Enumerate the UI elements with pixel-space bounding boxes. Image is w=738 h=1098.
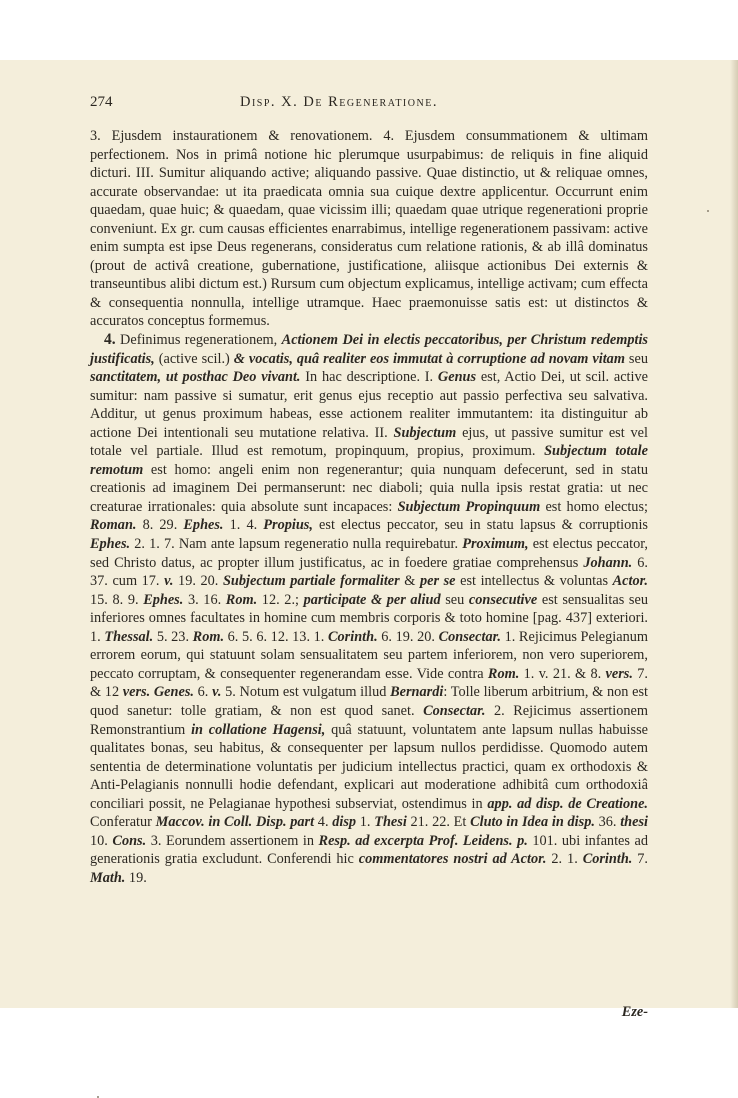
text-run: est homo: angeli enim non regenerantur; quia nunquam defecerunt, sed in statu creationis ad imaginem Dei permanserunt: nec diaboli; quia nulla ipsis restat gratia: ut nec creaturae irrationales: quia absolute sunt incapaces:	[90, 461, 648, 515]
text-run: est homo electus;	[540, 498, 648, 515]
reference-italic: v.	[212, 684, 222, 701]
term-italic: Subjectum	[393, 424, 457, 441]
reference-italic: in collatione Hagensi,	[191, 721, 326, 738]
text-run: In hac descriptione. I.	[300, 369, 438, 386]
text-run: 15. 8. 9.	[90, 591, 144, 608]
reference-italic: Johann.	[583, 554, 633, 571]
text-run: 3. 16.	[183, 591, 226, 608]
text-run: est electus peccator, sed Christo datus, ac propter illum justificatus, ac in foedere gratiae comprehensus	[90, 536, 648, 571]
paper-speck	[707, 210, 709, 212]
reference-italic: commentatores nostri ad Actor.	[358, 851, 547, 868]
text-run: est, Actio Dei, ut scil. active sumitur: nam passive si sumatur, erit genus ejus receptio aut passio perfectiva seu salvativa. Additur, ut genus proximum habeas, esse actionem realiter immutantem: ita distinguitur ab actione Dei intentionali seu mutatione relativa. II.	[90, 369, 648, 441]
reference-italic: Bernardi	[390, 684, 444, 701]
term-italic: Subjectum partiale formaliter	[222, 573, 400, 590]
reference-italic: Rom.	[225, 591, 258, 608]
text-run: &	[399, 573, 420, 590]
term-italic: participate & per aliud	[303, 591, 441, 608]
text-run: 19. 20.	[173, 573, 223, 590]
text-run: Conferatur	[90, 814, 156, 831]
reference-italic: Rom.	[192, 628, 225, 645]
reference-italic: Corinth.	[328, 628, 378, 645]
text-run: 5. 23.	[153, 628, 193, 645]
definition-italic: & vocatis, quâ realiter eos immutat à corruptione ad novam vitam	[233, 350, 625, 367]
text-run: 4.	[314, 814, 333, 831]
body-text	[90, 127, 648, 887]
text-run: est sensualitas seu inferiores omnes facultates in homine cum membris corporis & toto homine [pag. 437] exteriori. 1.	[90, 591, 648, 645]
reference-italic: Corinth.	[582, 851, 633, 868]
reference-italic: Roman.	[90, 517, 137, 534]
text-run: 6. 37. cum 17.	[90, 554, 649, 590]
text-run: 36.	[594, 814, 621, 831]
reference-italic: Thesi	[374, 814, 407, 831]
text-run: seu	[440, 591, 469, 608]
definition-italic: sanctitatem, ut posthac Deo vivant.	[90, 369, 301, 386]
text-run: 2. 1.	[546, 851, 583, 868]
page-number: 274	[90, 94, 113, 110]
text-run: 3. Eorundem assertionem in	[146, 832, 319, 849]
text-run: est electus peccator, seu in statu lapsus & corruptionis	[312, 517, 648, 534]
text-run: : Tolle liberum arbitrium, & non est quod sanetur: tolle gratiam, & non est quod sanet.	[90, 684, 648, 719]
text-run: 8. 29.	[136, 517, 184, 534]
paragraph-number: 4.	[104, 331, 116, 349]
text-run: 101. ubi infantes ad generationis gratia excludunt. Conferendi hic	[90, 832, 648, 868]
text-run: 2. Rejicimus assertionem Remonstrantium	[90, 702, 648, 738]
term-italic: Genus	[437, 369, 477, 386]
reference-italic: Cons.	[112, 832, 147, 849]
text-run: 1. 4.	[223, 517, 264, 534]
term-italic: per se	[419, 573, 456, 590]
term-italic: consecutive	[468, 591, 538, 608]
text-run: 5. Notum est vulgatum illud	[221, 684, 391, 701]
term-italic: Propius,	[263, 517, 313, 534]
text-run: 7.	[632, 851, 648, 868]
text-run: ejus, ut passive sumitur est vel totale vel partiale. Illud est remotum, propinquum, propius, proximum.	[90, 424, 648, 460]
text-run: (active scil.)	[154, 350, 234, 367]
text-run: 6.	[193, 684, 213, 701]
text-run: 21. 22. Et	[406, 814, 471, 831]
term-italic: Consectar.	[423, 702, 486, 719]
term-italic: Subjectum totale remotum	[90, 443, 648, 478]
reference-italic: Ephes.	[143, 591, 184, 608]
reference-italic: thesi	[620, 814, 649, 831]
text-run: 12. 2.;	[257, 591, 304, 608]
reference-italic: disp	[332, 814, 357, 831]
text-run: 19.	[125, 869, 147, 886]
reference-italic: Resp. ad excerpta Prof. Leidens. p.	[318, 832, 528, 849]
reference-italic: Actor.	[612, 573, 648, 590]
reference-italic: app. ad disp. de Creatione.	[487, 795, 648, 812]
reference-italic: Ephes.	[183, 517, 224, 534]
text-run: seu	[624, 350, 648, 367]
reference-italic: vers.	[605, 665, 633, 682]
text-run: est intellectus & voluntas	[455, 573, 613, 590]
reference-italic: Math.	[90, 869, 126, 886]
reference-italic: Cluto in Idea in disp.	[470, 814, 595, 831]
term-italic: Proximum,	[462, 536, 529, 553]
text-run: 2. 1. 7. Nam ante lapsum regeneratio nulla requirebatur.	[130, 536, 463, 553]
text-run: 6. 19. 20.	[377, 628, 439, 645]
reference-italic: Maccov. in Coll. Disp. part	[155, 814, 315, 831]
term-italic: Subjectum Propinquum	[397, 498, 541, 515]
text-run: Definimus regenerationem,	[115, 332, 282, 349]
text-run: 10.	[90, 832, 113, 849]
reference-italic: vers. Genes.	[122, 684, 194, 701]
paragraph-3-continued: 3. Ejusdem instaurationem & renovationem. 4. Ejusdem consummationem & ultimam perfectionem. Nos in primâ notione hic plerumque usurpabimus: de reliquis in fine aliquid dicturi. III. Sumitur aliquando active; aliquando passive. Quae distinctio, ut & reliquae omnes, accurate observandae: ut ita praedicata omnia sua cuique dextre applicentur. Occurrunt enim quaedam, quae huic; & quaedam, quae vicissim illi; quaedam quae utrique regenerationi proprie conveniunt. Ex gr. cum causas efficientes enarrabimus, intellige regenerationem passivam: active enim sumpta est ipse Deus regenerans, consideratus cum relatione rationis, & ab illâ dominatus (prout de activâ creatione, gubernatione, justificatione, aliisque actionibus Dei externis & transeuntibus alibi dictum est.) Rursum cum objectum explicamus, intellige activam; cum effecta & consequentia nonnulla, intellige utramque. Haec praemonuisse satis est: ut distinctos & accuratos conceptus formemus.	[90, 128, 648, 330]
running-title: Disp. X. De Regeneratione.	[240, 94, 438, 110]
text-run: quâ statuunt, voluntatem ante lapsum nullas habuisse qualitates bonas, seu habitus, & consequenter per lapsum nullos perdidisse. Quomodo autem sententia de determinatione voluntatis per judicium intellectus practici, quam ex orthodoxis & Anti-Pelagianis nonnulli hodie defendant, explicari aut moderatione adhibitâ cum orthodoxiâ conciliari possit, ne Pelagianae hypothesi subserviat, ostendimus in	[90, 721, 649, 812]
definition-italic: Actionem Dei in electis peccatoribus, per Christum redemptis justificatis,	[90, 332, 649, 367]
text-run: 1. v. 21. & 8.	[519, 665, 606, 682]
paragraph-4	[90, 331, 648, 887]
term-italic: Consectar.	[438, 628, 501, 645]
reference-italic: Thessal.	[104, 628, 154, 645]
reference-italic: v.	[164, 573, 174, 590]
text-run: 6. 5. 6. 12. 13. 1.	[224, 628, 328, 645]
catchword: Eze-	[621, 1004, 648, 1020]
text-run: 1.	[356, 814, 375, 831]
book-page	[0, 60, 738, 1008]
page-header	[90, 94, 650, 114]
reference-italic: Ephes.	[90, 536, 131, 553]
reference-italic: Rom.	[487, 665, 520, 682]
text-run: 7. & 12	[90, 665, 648, 701]
text-run: 1. Rejicimus Pelegianum errorem eorum, qui statuunt solam sensualitatem seu partem inferiorem, non vero superiorem, peccato corruptam, & consequenter regenerandam esse. Vide contra	[90, 628, 649, 682]
